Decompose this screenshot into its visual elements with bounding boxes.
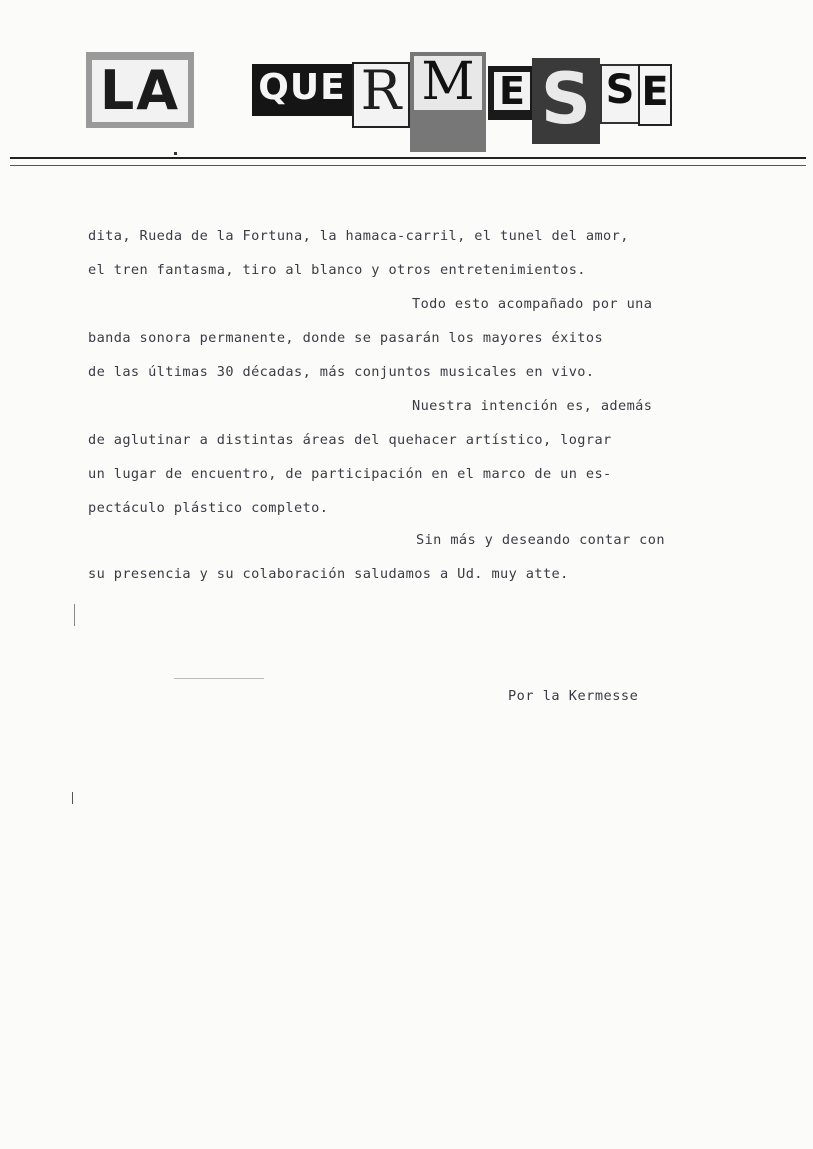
scan-mark [174, 152, 177, 155]
letterhead-rule-bottom [10, 165, 806, 166]
body-line: Sin más y deseando contar con [416, 532, 665, 548]
body-line: banda sonora permanente, donde se pasarán los mayores éxitos [88, 330, 604, 346]
scan-mark [74, 604, 75, 626]
letterhead-rule-top [10, 157, 806, 159]
body-line: el tren fantasma, tiro al blanco y otros entretenimientos. [88, 262, 586, 278]
logo-letter-m: M [410, 52, 486, 152]
logo-letter-s-large: S [532, 58, 600, 144]
logo-letter-s-small: S [600, 64, 640, 124]
signature: Por la Kermesse [508, 688, 639, 704]
body-line: un lugar de encuentro, de participación en el marco de un es- [88, 466, 612, 482]
letterhead [0, 0, 813, 180]
body-line: pectáculo plástico completo. [88, 500, 329, 516]
body-line: dita, Rueda de la Fortuna, la hamaca-carril, el tunel del amor, [88, 228, 629, 244]
body-line: de aglutinar a distintas áreas del quehacer artístico, lograr [88, 432, 612, 448]
body-line: de las últimas 30 décadas, más conjuntos musicales en vivo. [88, 364, 595, 380]
body-line: su presencia y su colaboración saludamos a Ud. muy atte. [88, 566, 569, 582]
logo-letters-que: QUE [252, 64, 352, 116]
scan-mark [174, 678, 264, 679]
logo-letter-e: E [488, 66, 536, 120]
body-line: Nuestra intención es, además [412, 398, 653, 414]
scan-mark [72, 792, 73, 804]
body-line: Todo esto acompañado por una [412, 296, 653, 312]
logo-letters-la: LA [86, 52, 194, 128]
logo-letter-r: R [352, 62, 410, 128]
logo-letter-e-end: E [638, 64, 672, 126]
